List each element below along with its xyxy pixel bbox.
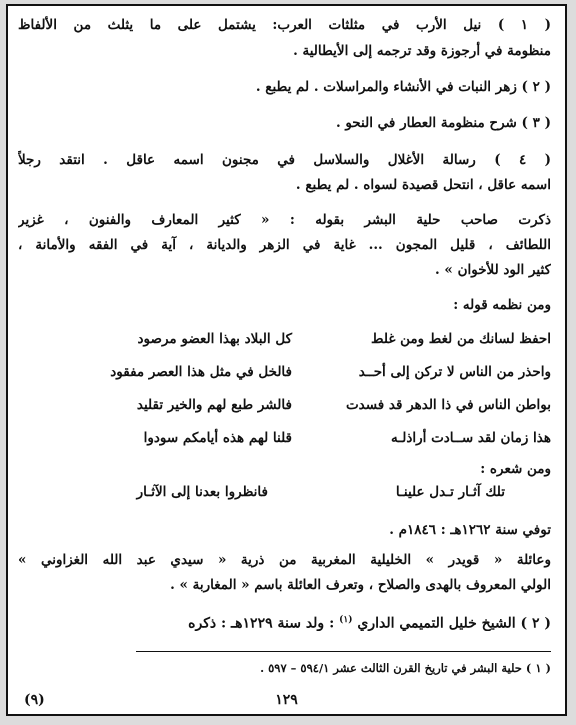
verse-first-hemistich: واحذر من الناس لا تركن إلى أحــد	[358, 364, 551, 380]
verse-first-hemistich: بواطن الناس في ذا الدهر قد فسدت	[345, 397, 551, 413]
book-page	[6, 4, 567, 716]
text-line: ومن شعره :	[480, 461, 551, 477]
text-line: ( ٢ ) زهر النبات في الأنشاء والمراسلات . لم يطبع .	[255, 79, 551, 95]
footnote: ( ١ ) حلية البشر في تاريخ القرن الثالث عشر ٥٩٤/١ – ٥٩٧ .	[260, 661, 551, 675]
verse-second-hemistich: فالخل في مثل هذا العصر مفقود	[110, 364, 292, 380]
text-line: وعائلة « قويدر » الخليلية المغربية من ذرية « سيدي عبد الله الغزاوني »	[18, 552, 551, 568]
text-line: كثير الود للأخوان » .	[435, 262, 551, 278]
verse-second-hemistich: فالشر طبع لهم والخير تقليد	[136, 397, 292, 413]
text-line: الولي المعروف بالهدى والصلاح ، وتعرف العائلة باسم « المغاربة » .	[170, 577, 551, 593]
entry-heading	[18, 609, 551, 631]
text-line: توفي سنة ١٢٦٢هـ : ١٨٤٦م .	[389, 522, 551, 538]
text-line: ( ٣ ) شرح منظومة العطار في النحو .	[335, 115, 551, 131]
footnote-divider	[136, 651, 551, 652]
verse-second-hemistich: قلنا لهم هذه أيامكم سودوا	[143, 430, 292, 446]
text-line: ( ٤ ) رسالة الأغلال والسلاسل في مجنون اسمه عاقل . انتقد رجلاً	[18, 152, 551, 168]
text-line: اللطائف ، قليل المجون ... غاية في الزهر والديانة ، آية في الفقه والأمانة ،	[18, 237, 551, 253]
text-line: ذكرت صاحب حلية البشر بقوله : « كثير المعارف والفنون ، غزير	[18, 212, 551, 228]
text-line: ( ١ ) نيل الأرب في مثلثات العرب: يشتمل على ما يثلث من الألفاظ	[18, 17, 551, 33]
verse-first-hemistich: احفظ لسانك من لغط ومن غلط	[371, 331, 551, 347]
verse-first-hemistich: هذا زمان لقد ســادت أراذلـه	[391, 430, 551, 446]
text-line: ومن نظمه قوله :	[453, 297, 551, 313]
text-line: اسمه عاقل ، انتحل قصيدة لسواه . لم يطبع .	[295, 177, 551, 193]
page-number: ١٢٩	[275, 692, 298, 708]
verse-second-hemistich: فانظروا بعدنا إلى الآثـار	[136, 484, 268, 500]
text-line: منظومة في أرجوزة وقد ترجمه إلى الأيطالية .	[293, 43, 551, 59]
corner-number: (٩)	[24, 692, 45, 708]
footnote-marker: (١)	[339, 615, 353, 625]
entry-birth: : ولد سنة ١٢٢٩هـ : ذكره	[188, 615, 335, 631]
verse-first-hemistich: تلك آثـار تـدل علينـا	[395, 484, 505, 500]
verse-second-hemistich: كل البلاد بهذا العضو مرصود	[137, 331, 292, 347]
entry-name: ( ٢ ) الشيخ خليل التميمي الداري	[357, 615, 551, 631]
